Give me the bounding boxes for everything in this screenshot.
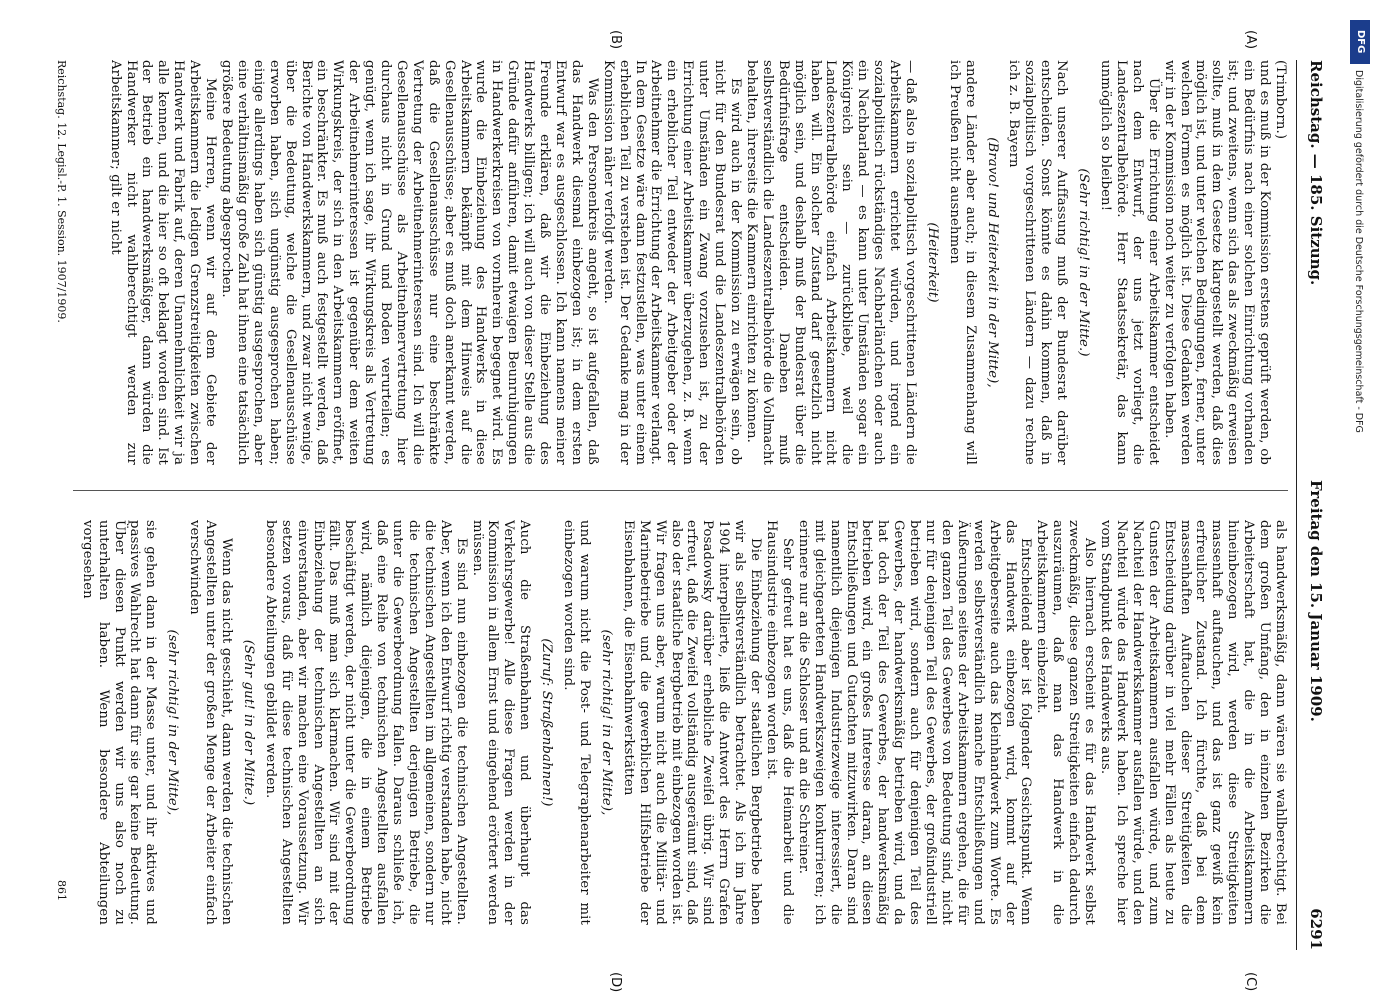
interjection: (Bravo! und Heiterkeit in der Mitte),: [984, 137, 1000, 388]
header-rule: [1296, 60, 1297, 950]
page-number: 6291: [1307, 908, 1325, 950]
page-header: [1295, 60, 1325, 950]
header-left: Reichstag. — 185. Sitzung.: [1307, 60, 1325, 286]
paragraph: — daß also in sozialpolitisch vorgeschrittenen Ländern die Arbeitskammern errichtet würden, und irgend ein sozialpolitisch rückständiges Nachbarländchen oder auch ein Nachbarland — es kann unter Umständen sogar ein Königreich sein — zurückbliebe, weil die Landeszentralbehörde einfach Arbeitskammern nicht haben will. Ein solcher Zustand darf gesetzlich nicht möglich sein, und deshalb muß der Bundesrat über die Bedürfnisfrage entscheiden. Daneben muß selbstverständlich die Landeszentralbehörde die Vollmacht behalten, ihrerseits die Kammern einrichten zu können.: [743, 60, 918, 465]
paragraph: Sehr gefreut hat es uns, daß die Heimarbeit und die Hausindustrie einbezogen worden ist.: [764, 520, 795, 925]
dfg-logo: DFG: [1350, 20, 1370, 64]
paragraph: andere Länder aber auch; in diesem Zusammenhang will ich Preußen nicht ausnehmen: [946, 60, 978, 465]
paragraph: Also hiernach erscheint es für das Handwerk selbst zweckmäßig, diese ganzen Streitigkeiten einfach dadurch auszuräumen, daß man das Handwerk in die Arbeitskammern einbezieht.: [1034, 520, 1098, 925]
footer-sheet-number: 861: [55, 880, 68, 901]
paragraph: Wenn das nicht geschieht, dann werden die technischen Angestellten unter der großen Menge der Arbeiter einfach verschwinden: [187, 520, 234, 925]
paragraph: Die Einbeziehung der staatlichen Bergbetriebe haben wir als selbstverständlich betrachtet. Als ich im Jahre 1904 interpellierte, ließ die Antwort des Herrn Grafen Posadowsky darüber erhebliche Zweifel übrig. Wir sind erfreut, daß die Zweifel vollständig ausgeräumt sind, daß also der staatliche Bergbetrieb mit einbezogen worden ist. Wir fragen uns aber, warum nicht auch die Militär- und Marinebetriebe und die gewerblichen Hilfsbetriebe der Eisenbahnen, die Eisenbahnwerkstätten: [620, 520, 764, 925]
paragraph: Was den Personenkreis angeht, so ist aufgefallen, daß das Handwerk diesmal einbezogen ist; in dem ersten Entwurf war es ausgeschlossen. Ich kann namens meiner Freunde erklären, daß wir die Einbeziehung des Handwerks billigen; ich will auch von dieser Stelle aus die Gründe dafür anführen, damit etwaigen Beunruhigungen in Handwerkerkreisen von vornherein begegnet wird. Es wurde die Einbeziehung des Handwerks in diese Arbeitskammern bekämpft mit dem Hinweis auf die Gesellenausschüsse; aber es muß doch anerkannt werden, daß die Gesellenausschüsse nur eine beschränkte Vertretung der Arbeitnehmerinteressen sind. Ich will die Gesellenausschüsse als Arbeitnehmervertretung hier durchaus nicht in Grund und Boden verurteilen; es genügt, wenn ich sage, ihr Wirkungskreis als Vertretung der Arbeitnehmerinteressen ist gegenüber dem weiten Wirkungskreis, der sich in den Arbeitskammern eröffnet, ein beschränkter. Es muß auch festgestellt werden, daß Berichte von Handwerkskammern, und zwar nicht wenige, über die Bedeutung, welche die Gesellenausschüsse erworben haben, sich ungünstig ausgesprochen haben; einige allerdings haben sich günstig ausgesprochen, aber eine verhältnismäßig große Zahl hat ihnen eine tatsächlich größere Bedeutung abgesprochen.: [219, 60, 600, 465]
paragraph: Es wird auch in der Kommission zu erwägen sein, ob nicht für den Bundesrat und die Landeszentralbehörden unter Umständen ein Zwang vorzusehen ist, zu der Errichtung einer Arbeitskammer überzugehen, z. B. wenn ein erheblicher Teil entweder der Arbeitgeber oder der Arbeitnehmer die Errichtung der Arbeitskammer verlangt. In dem Gesetze wäre dann festzustellen, was unter einem erheblichen Teil zu verstehen ist. Der Gedanke mag in der Kommission näher verfolgt werden.: [600, 60, 743, 465]
paragraph: und es muß in der Kommission erstens geprüft werden, ob ein Bedürfnis nach einer solchen Einrichtung vorhanden ist; und zweitens, wenn sich das als zweckmäßig erweisen sollte, muß in dem Gesetze klargestellt werden, daß dies möglich ist, und unter welchen Bedingungen, ferner, unter welchen Formen es möglich ist. Diese Gedanken werden wir in der Kommission noch weiter zu verfolgen haben.: [1161, 60, 1273, 465]
margin-mark-a: (A): [1243, 30, 1258, 50]
paragraph: Entscheidend aber ist folgender Gesichtspunkt. Wenn das Handwerk einbezogen wird, kommt auf der Arbeitgeberseite auch das Kleinhandwerk zum Worte. Es werden selbstverständlich manche Entschließungen und Äußerungen seitens der Arbeitskammern ergehen, die für den ganzen Teil des Gewerbes von Bedeutung sind, nicht nur für denjenigen Teil des Gewerbes, der großindustriell betrieben wird, sondern auch für denjenigen Teil des Gewerbes, der handwerksmäßig betrieben wird, und da hat doch der Teil des Gewerbes, der handwerksmäßig betrieben wird, ein großes Interesse daran, an diesen Entschließungen und Gutachten mitzuwirken. Daran sind namentlich diejenigen Industriezweige interessiert, die mit gleichgearteten Handwerkszweigen konkurrieren; ich erinnere nur an die Schlosser und an die Schreiner.: [795, 520, 1034, 925]
interjection: (Sehr gut! in der Mitte.): [240, 639, 256, 806]
margin-mark-c: (C): [1243, 972, 1258, 992]
interjection: (sehr richtig! in der Mitte),: [598, 629, 614, 816]
interjection: (Sehr richtig! in der Mitte.): [1076, 168, 1092, 357]
paragraph: Es sind nun einbezogen die technischen Angestellten. Aber, wenn ich den Entwurf richtig verstanden habe, nicht die technischen Angestellten im allgemeinen, sondern nur die technischen Angestellten derjenigen Betriebe, die unter die Gewerbeordnung fallen. Daraus schließe ich, daß eine Reihe von technischen Angestellten ausfallen wird, nämlich diejenigen, die in einem Betriebe beschäftigt werden, der nicht unter die Gewerbeordnung fällt. Das muß man sich klarmachen. Wir sind mit der Einbeziehung der technischen Angestellten an sich einverstanden, aber wir machen eine Voraussetzung. Wir setzen voraus, daß für diese technischen Angestellten besondere Abteilungen gebildet werden.: [262, 520, 469, 925]
margin-mark-b: (B): [608, 30, 623, 50]
margin-mark-d: (D): [608, 972, 623, 993]
left-column: [73, 60, 1288, 465]
paragraph: und warum nicht die Post- und Telegraphenarbeiter mit einbezogen worden sind.: [561, 520, 593, 925]
paragraph: Nach unserer Auffassung muß der Bundesrat darüber entscheiden. Sonst könnte es dahin kommen, daß in sozialpolitisch vorgeschrittenen Ländern — dazu rechne ich z. B. Bayern: [1006, 60, 1070, 465]
paragraph: als handwerksmäßig, dann wären sie wahlberechtigt. Bei dem großen Umfang, den in einzelnen Bezirken die Arbeiterschaft hat, die in die Arbeitskammern hineinbezogen wird, werden diese Streitigkeiten massenhaft auftauchen, und das ist ganz gewiß kein erfreulicher Zustand. Ich fürchte, daß bei dem massenhaften Auftauchen dieser Streitigkeiten die Entscheidung darüber in viel mehr Fällen als heute zu Gunsten der Arbeitskammern ausfallen würde, und zum Nachteil der Handwerkskammer ausfallen würde, und den Nachteil würde das Handwerk haben. Ich spreche hier vom Standpunkt des Handwerks aus.: [1098, 520, 1288, 925]
paragraph: Auch die Straßenbahnen und überhaupt das Verkehrsgewerbe! Alle diese Fragen werden in der Kommission in allem Ernst und eingehend erörtert werden müssen.: [469, 520, 533, 925]
interjection: (Heiterkeit): [924, 222, 940, 303]
column-divider: [73, 490, 1288, 491]
paragraph: sie gehen dann in der Masse unter, und ihr aktives und passives Wahlrecht hat dann für sie gar keine Bedeutung. Über diesen Punkt werden wir uns also noch zu unterhalten haben. Wenn besondere Abteilungen vorgesehen: [79, 520, 159, 925]
header-date: Freitag den 15. Januar 1909.: [1307, 480, 1325, 722]
digitization-credit: Digitalisierung gefördert durch die Deutsche Forschungsgemeinschaft - DFG: [1353, 70, 1364, 433]
paragraph: Meine Herren, wenn wir auf dem Gebiete der Arbeitskammern die ledigen Grenzstreitigkeiten zwischen Handwerk und Fabrik auf, deren Unannehmlichkeit wir ja alle kennen, und die hier so oft beklagt worden sind. Ist der Betrieb ein handwerksmäßiger, dann würden die Handwerker nicht wahlberechtigt werden zur Arbeitskammer; gilt er nicht: [107, 60, 219, 465]
right-column: [73, 520, 1288, 925]
interjection: (sehr richtig! in der Mitte),: [165, 629, 181, 816]
digitization-note: [1350, 20, 1370, 980]
speaker-name: (Trimborn.): [1273, 60, 1288, 140]
interjection: (Zuruf: Straßenbahnen!): [539, 638, 555, 807]
paragraph: Über die Errichtung einer Arbeitskammer entscheidet nach dem Entwurf, der uns jetzt vorliegt, die Landeszentralbehörde. Herr Staatssekretär, das kann unmöglich so bleiben!: [1098, 60, 1161, 465]
footer-session: Reichstag. 12. Legisl.-P. 1. Session. 1907/1909.: [55, 60, 68, 323]
